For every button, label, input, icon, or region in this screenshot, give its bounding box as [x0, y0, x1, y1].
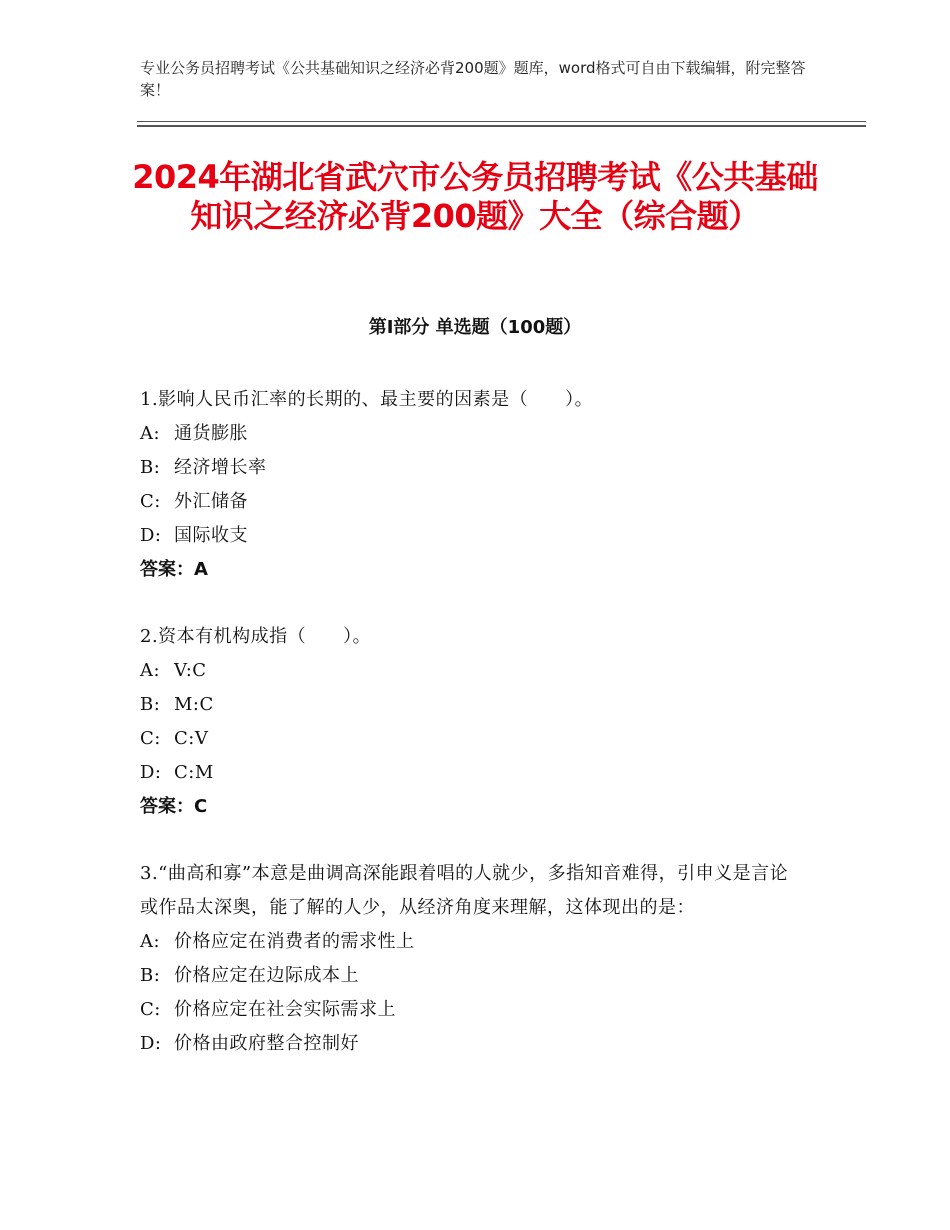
question-list [140, 383, 800, 1094]
answer-line: 答案：A [140, 559, 208, 580]
header-divider-thin [137, 121, 866, 122]
option-row [140, 654, 800, 688]
document-title: 2024年湖北省武穴市公务员招聘考试《公共基础知识之经济必背200题》大全（综合题） [132, 158, 818, 235]
option-text: V:C [174, 660, 207, 681]
option-text: C:V [174, 728, 209, 749]
option-key: C: [140, 491, 161, 512]
option-key: B: [140, 694, 161, 715]
question-stem: 3.“曲高和寡”本意是曲调高深能跟着唱的人就少，多指知音难得，引申义是言论或作品太深奥，能了解的人少，从经济角度来理解，这体现出的是： [140, 863, 789, 918]
option-text: 经济增长率 [174, 457, 267, 478]
option-text: 价格应定在边际成本上 [174, 965, 359, 986]
option-text: 通货膨胀 [174, 423, 248, 444]
option-key: A: [140, 423, 161, 444]
option-row [140, 756, 800, 790]
question-item [140, 857, 800, 1061]
option-text: 价格应定在社会实际需求上 [174, 999, 396, 1020]
option-key: A: [140, 931, 161, 952]
option-key: C: [140, 999, 161, 1020]
option-row [140, 417, 800, 451]
option-row [140, 959, 800, 993]
option-key: D: [140, 1033, 162, 1054]
question-item [140, 620, 800, 824]
answer-line: 答案：C [140, 796, 208, 817]
option-key: B: [140, 965, 161, 986]
option-key: A: [140, 660, 161, 681]
option-text: 价格应定在消费者的需求性上 [174, 931, 415, 952]
option-text: 外汇储备 [174, 491, 248, 512]
option-row [140, 519, 800, 553]
option-text: M:C [174, 694, 214, 715]
option-text: 价格由政府整合控制好 [174, 1033, 359, 1054]
option-text: 国际收支 [174, 525, 248, 546]
question-item [140, 383, 800, 587]
option-text: C:M [174, 762, 214, 783]
option-key: B: [140, 457, 161, 478]
header-divider-thick [137, 125, 866, 127]
header-note: 专业公务员招聘考试《公共基础知识之经济必背200题》题库，word格式可自由下载编辑，附完整答案！ [140, 59, 806, 99]
option-row [140, 451, 800, 485]
question-stem: 2.资本有机构成指（ ）。 [140, 626, 372, 647]
option-row [140, 688, 800, 722]
option-row [140, 722, 800, 756]
option-row [140, 993, 800, 1027]
option-key: D: [140, 762, 162, 783]
section-title: 第Ⅰ部分 单选题（100题） [368, 317, 582, 338]
option-row [140, 485, 800, 519]
option-key: D: [140, 525, 162, 546]
question-stem: 1.影响人民币汇率的长期的、最主要的因素是（ ）。 [140, 389, 594, 410]
option-row [140, 1027, 800, 1061]
option-key: C: [140, 728, 161, 749]
option-row [140, 925, 800, 959]
